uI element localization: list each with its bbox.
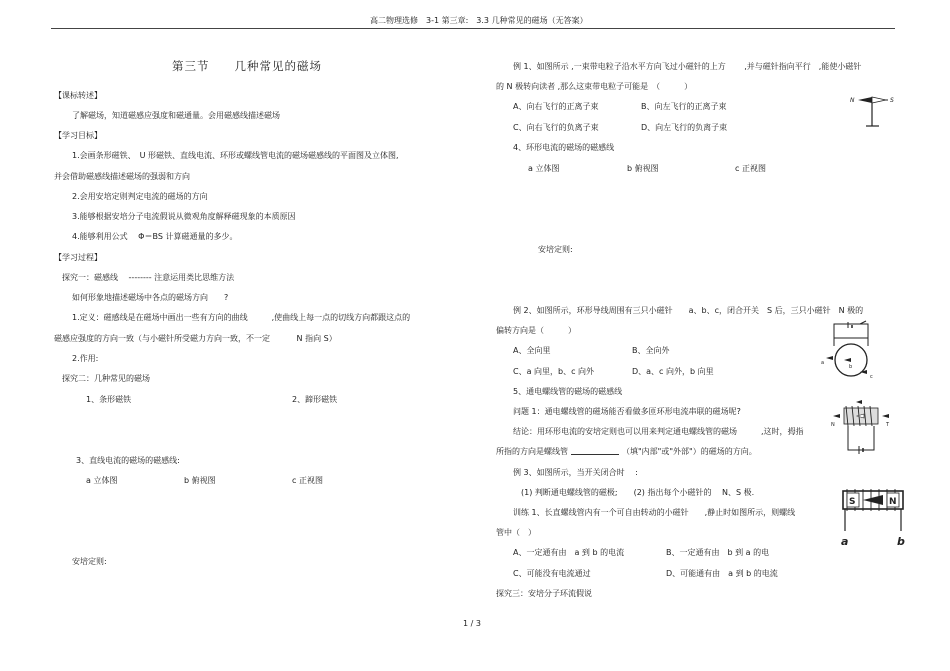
kebiao-text: 了解磁场，知道磁感应强度和磁通量。会用磁感线描述磁场 (72, 111, 280, 120)
outer-needle-left (833, 414, 840, 418)
training-1-option-c: C、可能没有电流通过 (513, 569, 591, 578)
example-1a: 例 1、如图所示 ,一束带电粒子沿水平方向飞过小磁针的上方 ,并与磁针指向平行 ,能使小磁针 (513, 62, 862, 71)
goal-4: 4.能够利用公式 Φ＝BS 计算磁通量的多少。 (72, 232, 238, 241)
training-1b: 管中（ ） (496, 528, 536, 537)
terminal-a: a (841, 535, 849, 548)
label-right: T (886, 422, 890, 428)
label-n: N (850, 97, 855, 104)
label-left: N (831, 422, 835, 428)
ring-circuit-figure (820, 320, 880, 380)
ring-view-a: a 立体图 (528, 164, 560, 173)
definition-b: 磁感应强度的方向一致（与小磁针所受磁力方向一致，不一定 N 指向 S） (54, 334, 337, 343)
conclusion-a: 结论：用环形电流的安培定则也可以用来判定通电螺线管的磁场 ,这时，拇指 (513, 427, 804, 436)
ampere-rule-left: 安培定则: (72, 557, 107, 566)
solenoid-n-label: N (889, 497, 897, 507)
example-2b: 偏转方向是（ ） (496, 326, 576, 335)
ring-current-item: 4、环形电流的磁场的磁感线 (513, 143, 615, 152)
explore-1-question: 如何形象地描述磁场中各点的磁场方向 ? (72, 293, 229, 302)
example-2-option-b: B、全向外 (632, 346, 670, 355)
process-heading: 【学习过程】 (54, 253, 102, 262)
label-a: a (821, 360, 825, 366)
top-needle (856, 400, 862, 404)
circuit-wire (834, 324, 868, 338)
goals-heading: 【学习目标】 (54, 131, 102, 140)
needle-a (826, 356, 833, 360)
needle-south-half (872, 97, 886, 103)
example-1-option-d: D、向左飞行的负离子束 (641, 123, 728, 132)
training-1-option-a: A、一定通有由 a 到 b 的电流 (513, 548, 625, 557)
needle-north-half (858, 97, 872, 103)
bar-magnet-item: 1、条形磁铁 (86, 395, 132, 404)
u-magnet-item: 2、蹄形磁铁 (292, 395, 338, 404)
ampere-rule-right: 安培定则: (538, 245, 573, 254)
section-title: 第三节 几种常见的磁场 (172, 59, 322, 73)
role-item: 2.作用: (72, 354, 99, 363)
header-rule (51, 28, 895, 29)
training-1-option-d: D、可能通有由 a 到 b 的电流 (666, 569, 778, 578)
goal-1a: 1.会画条形磁铁、 U 形磁铁、直线电流、环形或螺线管电流的磁场磁感线的平面图及立体图, (72, 151, 399, 160)
example-1-option-a: A、向右飞行的正离子束 (513, 102, 599, 111)
kebiao-heading: 【课标转述】 (54, 91, 102, 100)
page-number: 1 / 3 (463, 619, 481, 628)
long-solenoid-figure (833, 487, 913, 549)
conclusion-b (496, 446, 757, 457)
page-header: 高二物理选修 3-1 第三章: 3.3 几种常见的磁场（无答案） (370, 16, 588, 25)
label-c: c (870, 374, 873, 380)
conclusion-b-part1: 所指的方向是螺线管 (496, 447, 568, 456)
example-1b: 的 N 极转向读者 ,那么这束带电粒子可能是 （ ） (496, 82, 693, 91)
straight-view-c: c 正视图 (292, 476, 323, 485)
label-b: b (849, 364, 853, 370)
example-1-option-c: C、向右飞行的负离子束 (513, 123, 599, 132)
solenoid-item: 5、通电螺线管的磁场的磁感线 (513, 387, 623, 396)
example-2-option-a: A、全向里 (513, 346, 551, 355)
conclusion-b-part2: （填"内部"或"外部"）的磁场的方向。 (622, 447, 757, 456)
example-3: 例 3、如图所示，当开关闭合时 : (513, 468, 638, 477)
example-2-option-c: C、a 向里，b、c 向外 (513, 367, 595, 376)
answer-blank[interactable] (571, 446, 619, 455)
terminal-b: b (897, 535, 905, 548)
goal-1b: 并会借助磁感线描述磁场的强弱和方向 (54, 172, 190, 181)
label-s: S (890, 97, 894, 104)
solenoid-s-label: S (849, 497, 856, 507)
example-2a: 例 2、如图所示，环形导线周围有三只小磁针 a、b、c，闭合开关 S 后，三只小磁针 N 极的 (513, 306, 864, 315)
example-1-option-b: B、向左飞行的正离子束 (641, 102, 727, 111)
ring-view-c: c 正视图 (735, 164, 766, 173)
straight-view-b: b 俯视图 (184, 476, 216, 485)
example-2-option-d: D、a、c 向外，b 向里 (632, 367, 714, 376)
circuit-loop (848, 426, 874, 450)
goal-2: 2.会用安培定则判定电流的磁场的方向 (72, 192, 208, 201)
training-1a: 训练 1、长直螺线管内有一个可自由转动的小磁针 ,静止时如图所示，则螺线 (513, 508, 796, 517)
problem-1: 问题 1：通电螺线管的磁场能否看做多匝环形电流串联的磁场呢? (513, 407, 741, 416)
straight-view-a: a 立体图 (86, 476, 118, 485)
explore-1: 探究一：磁感线 -------- 注意运用类比思维方法 (62, 273, 235, 282)
ring-view-b: b 俯视图 (627, 164, 659, 173)
outer-needle-right (882, 414, 889, 418)
compass-needle-figure (846, 86, 906, 132)
straight-current-item: 3、直线电流的磁场的磁感线: (76, 456, 180, 465)
explore-3: 探究三：安培分子环流假说 (496, 589, 592, 598)
definition-a: 1.定义：磁感线是在磁场中画出一些有方向的曲线 ,使曲线上每一点的切线方向都跟这点的 (72, 313, 411, 322)
needle-b (844, 358, 851, 362)
training-1-option-b: B、一定通有由 b 到 a 的电 (666, 548, 770, 557)
solenoid-circuit-figure (830, 398, 892, 460)
explore-2: 探究二：几种常见的磁场 (62, 374, 150, 383)
goal-3: 3.能够根据安培分子电流假说从微观角度解释磁现象的本质原因 (72, 212, 296, 221)
example-3-questions: (1) 判断通电螺线管的磁极; (2) 指出每个小磁针的 N、S 极. (521, 488, 755, 497)
